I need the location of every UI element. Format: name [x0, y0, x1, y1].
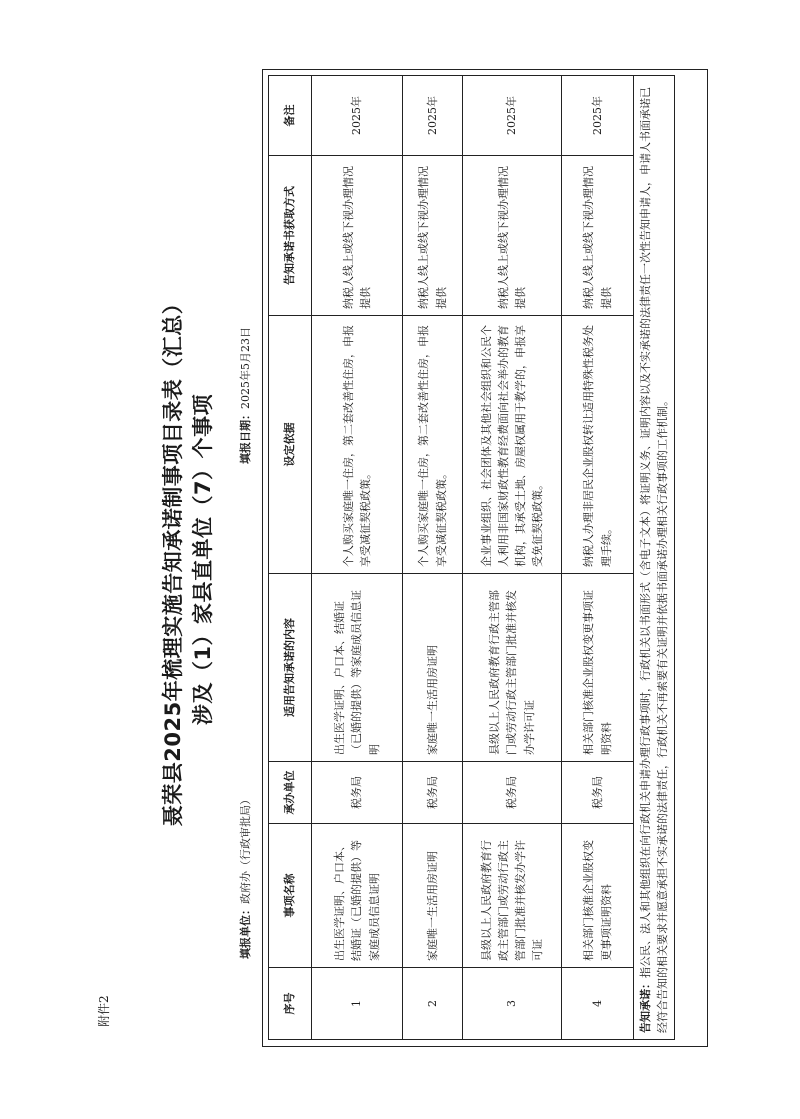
- header-method: 告知承诺书获取方式: [269, 156, 312, 316]
- cell-no: 1: [312, 968, 403, 1040]
- fill-date: [237, 327, 253, 464]
- note-cell: [634, 76, 675, 1040]
- cell-basis: 企业事业组织、社会团体及其他社会组织和公民个人利用非国家财政性教育经费面向社会举办的教育机构，其承受土地、房屋权属用于教学的，申报享受免征契税政策。: [463, 316, 562, 574]
- cell-basis: 个人购买家庭唯一住房，第二套改善性住房，申报享受减征契税政策。: [403, 316, 463, 574]
- table-row: [562, 76, 634, 1040]
- note-row: [634, 76, 675, 1040]
- table-row: [403, 76, 463, 1040]
- header-basis: 设定依据: [269, 316, 312, 574]
- cell-remark: 2025年: [463, 76, 562, 156]
- cell-no: 2: [403, 968, 463, 1040]
- cell-content: 相关部门核准企业股权变更事项证明资料: [562, 574, 634, 762]
- cell-name: 县级以上人民政府教育行政主管部门或劳动行政主管部门批准并核发办学许可证: [463, 824, 562, 968]
- attachment-label: 附件2: [97, 995, 111, 1027]
- cell-method: 纳税人线上或线下视办理情况提供: [463, 156, 562, 316]
- cell-no: 4: [562, 968, 634, 1040]
- cell-unit: 税务局: [312, 762, 403, 824]
- cell-content: 县级以上人民政府教育行政主管部门或劳动行政主管部门批准并核发办学许可证: [463, 574, 562, 762]
- cell-remark: 2025年: [403, 76, 463, 156]
- cell-name: 家庭唯一生活用房证明: [403, 824, 463, 968]
- cell-content: 出生医学证明、户口本、结婚证（已婚的提供）等家庭成员信息证明: [312, 574, 403, 762]
- cell-unit: 税务局: [403, 762, 463, 824]
- table-row: [463, 76, 562, 1040]
- cell-method: 纳税人线上或线下视办理情况提供: [562, 156, 634, 316]
- note-text: 指公民、法人和其他组织在向行政机关申请办理行政事项时，行政机关以书面形式（含电子文本）将证明义务、证明内容以及不实承诺的法律责任一次性告知申请人，申请人书面承诺已经符合告知的相关要求并愿意承担不实承诺的法律责任，行政机关不再索要有关证明并依据书面承诺办理相关行政事项的工作机制。: [639, 87, 670, 1033]
- cell-unit: 税务局: [463, 762, 562, 824]
- cell-no: 3: [463, 968, 562, 1040]
- cell-unit: 税务局: [562, 762, 634, 824]
- header-content: 适用告知承诺的内容: [269, 574, 312, 762]
- note-label: 告知承诺：: [639, 978, 652, 1033]
- document-subtitle: 涉及（1）家县直单位（7）个事项: [191, 393, 215, 726]
- fill-unit-label: 填报单位：: [239, 904, 252, 959]
- cell-remark: 2025年: [312, 76, 403, 156]
- document-title: 聂荣县2025年梳理实施告知承诺制事项目录表（汇总）: [161, 292, 185, 827]
- commitment-table: [268, 75, 675, 1040]
- cell-content: 家庭唯一生活用房证明: [403, 574, 463, 762]
- header-name: 事项名称: [269, 824, 312, 968]
- cell-method: 纳税人线上或线下视办理情况提供: [312, 156, 403, 316]
- header-unit: 承办单位: [269, 762, 312, 824]
- table-header-row: [269, 76, 312, 1040]
- cell-basis: 个人购买家庭唯一住房，第二套改善性住房，申报享受减征契税政策。: [312, 316, 403, 574]
- cell-name: 相关部门核准企业股权变更事项证明资料: [562, 824, 634, 968]
- fill-date-label: 填报日期：: [239, 409, 252, 464]
- cell-remark: 2025年: [562, 76, 634, 156]
- fill-date-value: 2025年5月23日: [239, 327, 252, 409]
- header-no: 序号: [269, 968, 312, 1040]
- cell-method: 纳税人线上或线下视办理情况提供: [403, 156, 463, 316]
- fill-unit-value: 政府办（行政审批局）: [239, 794, 252, 904]
- table-row: [312, 76, 403, 1040]
- header-remark: 备注: [269, 76, 312, 156]
- fill-unit: [237, 794, 253, 959]
- cell-name: 出生医学证明、户口本、结婚证（已婚的提供）等家庭成员信息证明: [312, 824, 403, 968]
- cell-basis: 纳税人办理非居民企业股权转让适用特殊性税务处理手续。: [562, 316, 634, 574]
